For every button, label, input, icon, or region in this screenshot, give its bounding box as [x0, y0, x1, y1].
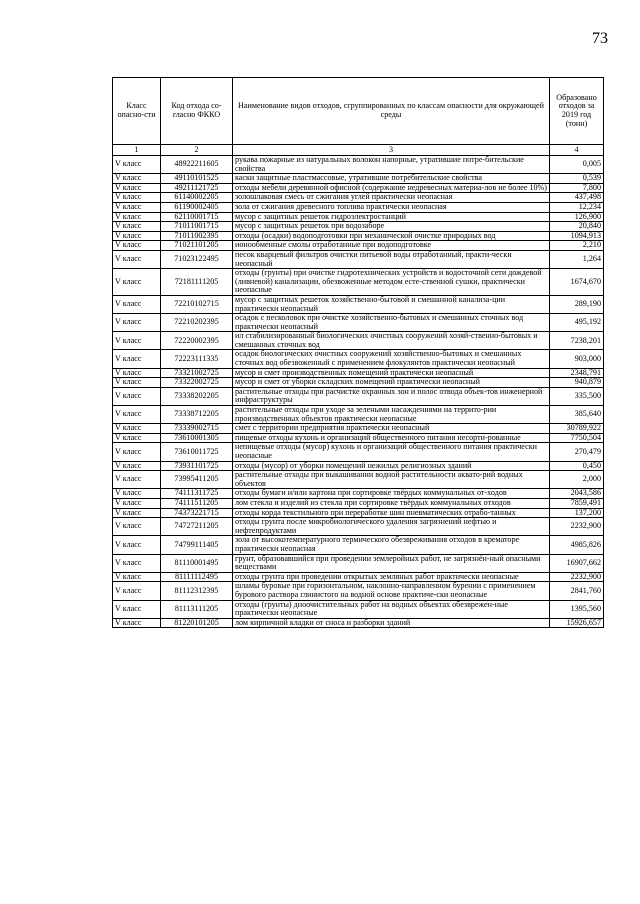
name-cell: непищевые отходы (мусор) кухонь и организаций общественного питания практически неопасные — [233, 443, 550, 461]
code-cell: 73321002725 — [161, 368, 233, 378]
table-row — [113, 518, 604, 536]
amount-cell: 2,210 — [550, 241, 604, 251]
table-row — [113, 582, 604, 600]
code-cell: 74373221715 — [161, 508, 233, 518]
header-class: Класс опасно-сти — [113, 78, 161, 145]
name-cell: пищевые отходы кухонь и организаций общественного питания несорти-рованные — [233, 433, 550, 443]
code-cell: 74727211205 — [161, 518, 233, 536]
table-row — [113, 600, 604, 618]
code-cell: 49211121725 — [161, 183, 233, 193]
class-cell: V класс — [113, 350, 161, 368]
class-cell: V класс — [113, 156, 161, 174]
amount-cell: 16907,662 — [550, 554, 604, 572]
amount-cell: 4985,826 — [550, 536, 604, 554]
table-row — [113, 295, 604, 313]
table-row — [113, 498, 604, 508]
name-cell: зола от сжигания древесного топлива практически неопасная — [233, 202, 550, 212]
table-row — [113, 387, 604, 405]
code-cell: 73338202205 — [161, 387, 233, 405]
amount-cell: 2043,586 — [550, 489, 604, 499]
name-cell: песок кварцевый фильтров очистки питьевой воды отработанный, практи-чески неопасный — [233, 250, 550, 268]
table-row — [113, 350, 604, 368]
code-cell: 72220002395 — [161, 332, 233, 350]
table-row — [113, 193, 604, 203]
name-cell: растительные отходы при расчистке охранных зон и полос отвода объек-тов инженерной инфраструктуры — [233, 387, 550, 405]
table-row — [113, 269, 604, 296]
header-amount: Образовано отходов за 2019 год (тонн) — [550, 78, 604, 145]
name-cell: отходы грунта после микробиологического удаления загрязнений нефтью и нефтепродуктами — [233, 518, 550, 536]
name-cell: грунт, образовавшийся при проведении землеройных работ, не загрязнён-ный опасными веществами — [233, 554, 550, 572]
class-cell: V класс — [113, 202, 161, 212]
table-row — [113, 406, 604, 424]
code-cell: 72210102715 — [161, 295, 233, 313]
amount-cell: 137,200 — [550, 508, 604, 518]
amount-cell: 7750,504 — [550, 433, 604, 443]
code-cell: 74111511205 — [161, 498, 233, 508]
class-cell: V класс — [113, 314, 161, 332]
amount-cell: 7238,201 — [550, 332, 604, 350]
name-cell: отходы мебели деревянной офисной (содержание недревесных материа-лов не более 10%) — [233, 183, 550, 193]
amount-cell: 126,900 — [550, 212, 604, 222]
column-number: 3 — [233, 145, 550, 156]
name-cell: зола от высокотемпературного термического обезвреживания отходов в крематоре практически неопасная — [233, 536, 550, 554]
name-cell: каски защитные пластмассовые, утратившие потребительские свойства — [233, 174, 550, 184]
class-cell: V класс — [113, 378, 161, 388]
amount-cell: 0,450 — [550, 461, 604, 471]
name-cell: лом кирпичной кладки от сноса и разборки зданий — [233, 618, 550, 628]
code-cell: 72223111335 — [161, 350, 233, 368]
class-cell: V класс — [113, 572, 161, 582]
amount-cell: 940,879 — [550, 378, 604, 388]
code-cell: 73610011725 — [161, 443, 233, 461]
amount-cell: 1094,913 — [550, 231, 604, 241]
name-cell: осадок биологических очистных сооружений хозяйственно-бытовых и смешанных сточных вод обезвоженный с применением флокулянтов практически неопасный — [233, 350, 550, 368]
column-number: 4 — [550, 145, 604, 156]
amount-cell: 0,539 — [550, 174, 604, 184]
code-cell: 81112312395 — [161, 582, 233, 600]
table-row — [113, 489, 604, 499]
name-cell: осадок с песколовок при очистке хозяйственно-бытовых и смешанных сточных вод практически неопасный — [233, 314, 550, 332]
code-cell: 62110001715 — [161, 212, 233, 222]
table-row — [113, 202, 604, 212]
amount-cell: 335,500 — [550, 387, 604, 405]
class-cell: V класс — [113, 443, 161, 461]
waste-table — [112, 77, 604, 628]
table-row — [113, 222, 604, 232]
amount-cell: 20,840 — [550, 222, 604, 232]
table-row — [113, 368, 604, 378]
code-cell: 81110001495 — [161, 554, 233, 572]
name-cell: отходы грунта при проведении открытых земляных работ практически неопасные — [233, 572, 550, 582]
name-cell: растительные отходы при уходе за зелеными насаждениями на террито-рии производственных объектов практически неопасные — [233, 406, 550, 424]
table-row — [113, 618, 604, 628]
class-cell: V класс — [113, 471, 161, 489]
name-cell: мусор и смет производственных помещений практически неопасный — [233, 368, 550, 378]
class-cell: V класс — [113, 489, 161, 499]
code-cell: 71021101205 — [161, 241, 233, 251]
column-number: 1 — [113, 145, 161, 156]
code-cell: 74799111405 — [161, 536, 233, 554]
amount-cell: 270,479 — [550, 443, 604, 461]
name-cell: отходы (грунты) дноочистительных работ на водных объектах обезврежен-ные практически неопасные — [233, 600, 550, 618]
table-row — [113, 554, 604, 572]
class-cell: V класс — [113, 424, 161, 434]
amount-cell: 2232,900 — [550, 518, 604, 536]
code-cell: 73995411205 — [161, 471, 233, 489]
class-cell: V класс — [113, 582, 161, 600]
table-row — [113, 461, 604, 471]
table-row — [113, 212, 604, 222]
code-cell: 74111311725 — [161, 489, 233, 499]
table-row — [113, 183, 604, 193]
table-row — [113, 332, 604, 350]
table-row — [113, 378, 604, 388]
header-name: Наименование видов отходов, сгруппированных по классам опасности для окружающей среды — [233, 78, 550, 145]
class-cell: V класс — [113, 387, 161, 405]
name-cell: рукава пожарные из натуральных волокон напорные, утратившие потре-бительские свойства — [233, 156, 550, 174]
name-cell: отходы (осадки) водоподготовки при механической очистке природных вод — [233, 231, 550, 241]
code-cell: 73339002715 — [161, 424, 233, 434]
code-cell: 73931101725 — [161, 461, 233, 471]
column-number-row — [113, 145, 604, 156]
amount-cell: 12,234 — [550, 202, 604, 212]
table-row — [113, 443, 604, 461]
table-row — [113, 536, 604, 554]
amount-cell: 2232,900 — [550, 572, 604, 582]
class-cell: V класс — [113, 498, 161, 508]
amount-cell: 7859,491 — [550, 498, 604, 508]
class-cell: V класс — [113, 618, 161, 628]
name-cell: мусор с защитных решеток хозяйственно-бытовой и смешанной канализа-ции практически неопасный — [233, 295, 550, 313]
code-cell: 72210202395 — [161, 314, 233, 332]
name-cell: отходы бумаги и/или картона при сортировке твёрдых коммунальных от-ходов — [233, 489, 550, 499]
amount-cell: 289,190 — [550, 295, 604, 313]
code-cell: 61140002205 — [161, 193, 233, 203]
code-cell: 71011002395 — [161, 231, 233, 241]
class-cell: V класс — [113, 554, 161, 572]
amount-cell: 0,005 — [550, 156, 604, 174]
class-cell: V класс — [113, 250, 161, 268]
table-row — [113, 572, 604, 582]
class-cell: V класс — [113, 518, 161, 536]
table-row — [113, 231, 604, 241]
class-cell: V класс — [113, 406, 161, 424]
name-cell: мусор с защитных решеток гидроэлектростанций — [233, 212, 550, 222]
name-cell: ил стабилизированный биологических очистных сооружений хозяй-ственно-бытовых и смешанных сточных вод — [233, 332, 550, 350]
amount-cell: 2841,760 — [550, 582, 604, 600]
class-cell: V класс — [113, 508, 161, 518]
name-cell: отходы корда текстильного при переработке шин пневматических отрабо-танных — [233, 508, 550, 518]
class-cell: V класс — [113, 600, 161, 618]
name-cell: шламы буровые при горизонтальном, наклонно-направленном бурении с применением бурового раствора глинистого на водной основе практиче-ски неопасные — [233, 582, 550, 600]
amount-cell: 15926,657 — [550, 618, 604, 628]
code-cell: 72181111205 — [161, 269, 233, 296]
table-row — [113, 433, 604, 443]
class-cell: V класс — [113, 536, 161, 554]
amount-cell: 437,498 — [550, 193, 604, 203]
name-cell: отходы (грунты) при очистке гидротехнических устройств и водосточной сети дождевой (ливневой) канализации, обезвоженные методом есте-ственной сушки, практически неопасные — [233, 269, 550, 296]
class-cell: V класс — [113, 461, 161, 471]
code-cell: 73338712205 — [161, 406, 233, 424]
amount-cell: 495,192 — [550, 314, 604, 332]
code-cell: 71011001715 — [161, 222, 233, 232]
table-header-row — [113, 78, 604, 145]
class-cell: V класс — [113, 332, 161, 350]
table-row — [113, 314, 604, 332]
code-cell: 71023122495 — [161, 250, 233, 268]
table-row — [113, 156, 604, 174]
table-row — [113, 508, 604, 518]
class-cell: V класс — [113, 183, 161, 193]
name-cell: отходы (мусор) от уборки помещений нежилых религиозных зданий — [233, 461, 550, 471]
amount-cell: 7,800 — [550, 183, 604, 193]
code-cell: 73610001305 — [161, 433, 233, 443]
amount-cell: 2,000 — [550, 471, 604, 489]
class-cell: V класс — [113, 231, 161, 241]
class-cell: V класс — [113, 368, 161, 378]
amount-cell: 1674,670 — [550, 269, 604, 296]
class-cell: V класс — [113, 433, 161, 443]
code-cell: 49110101525 — [161, 174, 233, 184]
table-row — [113, 250, 604, 268]
name-cell: мусор и смет от уборки складских помещений практически неопасный — [233, 378, 550, 388]
class-cell: V класс — [113, 295, 161, 313]
page-number: 73 — [592, 30, 608, 47]
class-cell: V класс — [113, 222, 161, 232]
name-cell: мусор с защитных решеток при водозаборе — [233, 222, 550, 232]
amount-cell: 1395,560 — [550, 600, 604, 618]
class-cell: V класс — [113, 174, 161, 184]
name-cell: растительные отходы при выкашивании водной растительности аквато-рий водных объектов — [233, 471, 550, 489]
table-row — [113, 241, 604, 251]
class-cell: V класс — [113, 212, 161, 222]
code-cell: 81111112495 — [161, 572, 233, 582]
class-cell: V класс — [113, 193, 161, 203]
class-cell: V класс — [113, 269, 161, 296]
table-row — [113, 424, 604, 434]
name-cell: смет с территории предприятия практически неопасный — [233, 424, 550, 434]
code-cell: 73322002725 — [161, 378, 233, 388]
amount-cell: 385,640 — [550, 406, 604, 424]
class-cell: V класс — [113, 241, 161, 251]
code-cell: 48922211605 — [161, 156, 233, 174]
column-number: 2 — [161, 145, 233, 156]
table-row — [113, 471, 604, 489]
name-cell: золошлаковая смесь от сжигания углей практически неопасная — [233, 193, 550, 203]
header-code: Код отхода со-гласно ФККО — [161, 78, 233, 145]
table-row — [113, 174, 604, 184]
amount-cell: 1,264 — [550, 250, 604, 268]
code-cell: 81113111205 — [161, 600, 233, 618]
amount-cell: 903,000 — [550, 350, 604, 368]
name-cell: ионообменные смолы отработанные при водоподготовке — [233, 241, 550, 251]
code-cell: 81220101205 — [161, 618, 233, 628]
amount-cell: 30789,922 — [550, 424, 604, 434]
name-cell: лом стекла и изделий из стекла при сортировке твёрдых коммунальных отходов — [233, 498, 550, 508]
amount-cell: 2348,791 — [550, 368, 604, 378]
code-cell: 61190002405 — [161, 202, 233, 212]
